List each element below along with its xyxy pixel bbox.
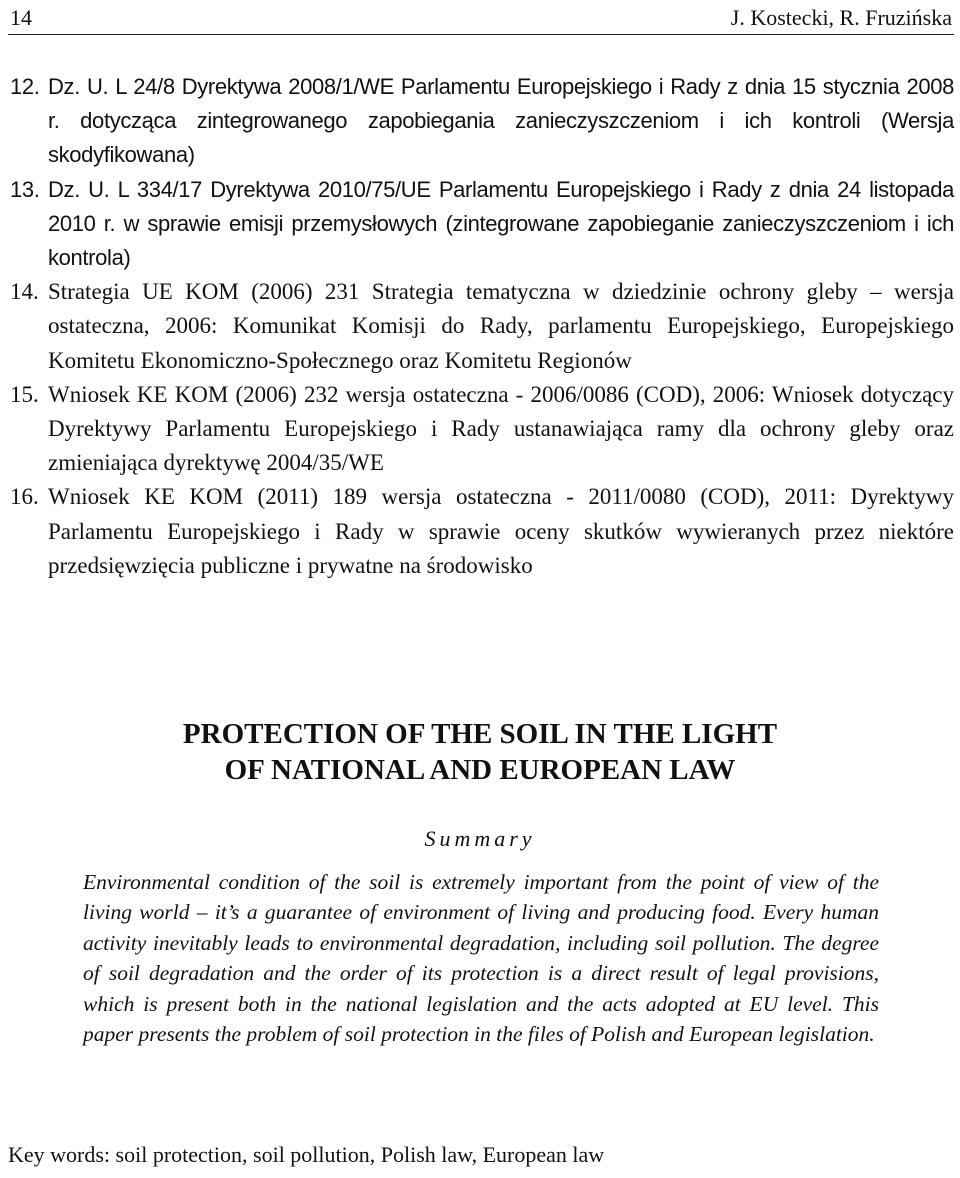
summary-title-line-1: PROTECTION OF THE SOIL IN THE LIGHT bbox=[182, 718, 778, 750]
reference-item bbox=[10, 275, 954, 378]
reference-item bbox=[10, 378, 954, 481]
reference-number: 13. bbox=[10, 176, 40, 202]
summary-heading: Summary bbox=[424, 826, 536, 851]
summary-title bbox=[0, 716, 960, 788]
reference-item bbox=[10, 70, 954, 173]
running-header-authors: J. Kostecki, R. Fruzińska bbox=[730, 5, 952, 30]
page-number: 14 bbox=[10, 5, 32, 30]
reference-item bbox=[10, 173, 954, 276]
reference-number: 14. bbox=[10, 279, 39, 305]
reference-text: Wniosek KE KOM (2011) 189 wersja ostateczna - 2011/0080 (COD), 2011: Dyrektywy Parlamentu Europejskiego i Rady w sprawie oceny skutków wywieranych przez niektóre przedsięwzięcia publiczne i prywatne na środowisko bbox=[48, 484, 954, 578]
reference-text: Strategia UE KOM (2006) 231 Strategia tematyczna w dziedzinie ochrony gleby – wersja ostateczna, 2006: Komunikat Komisji do Rady, parlamentu Europejskiego, Europejskiego Komitetu Ekonomiczno-Społecznego oraz Komitetu Regionów bbox=[48, 279, 954, 373]
running-header bbox=[8, 2, 954, 35]
keywords: Key words: soil protection, soil pollution, Polish law, European law bbox=[8, 1142, 605, 1167]
reference-number: 15. bbox=[10, 381, 39, 407]
reference-number: 16. bbox=[10, 484, 39, 510]
reference-list bbox=[10, 70, 954, 583]
reference-item bbox=[10, 480, 954, 583]
summary-title-line-2: OF NATIONAL AND EUROPEAN LAW bbox=[224, 754, 736, 786]
reference-text: Wniosek KE KOM (2006) 232 wersja ostateczna - 2006/0086 (COD), 2006: Wniosek dotyczący Dyrektywy Parlamentu Europejskiego i Rady ustanawiająca ramy dla ochrony gleby oraz zmieniająca dyrektywę 2004/35/WE bbox=[48, 381, 954, 476]
reference-text: Dz. U. L 334/17 Dyrektywa 2010/75/UE Parlamentu Europejskiego i Rady z dnia 24 listopada 2010 r. w sprawie emisji przemysłowych (zintegrowane zapobieganie zanieczyszczeniom i ich kontrola) bbox=[48, 176, 954, 271]
abstract-text: Environmental condition of the soil is extremely important from the point of view of the living world – it’s a guarantee of environment of living and producing food. Every human activity inevitably leads to environmental degradation, including soil pollution. The degree of soil degradation and the order of its protection is a direct result of legal provisions, which is present both in the national legislation and the acts adopted at EU level. This paper presents the problem of soil protection in the files of Polish and European legislation. bbox=[83, 870, 879, 1047]
reference-number: 12. bbox=[10, 74, 40, 99]
reference-text: Dz. U. L 24/8 Dyrektywa 2008/1/WE Parlamentu Europejskiego i Rady z dnia 15 stycznia 2008 r. dotycząca zintegrowanego zapobiegania zanieczyszczeniom i ich kontroli (Wersja skodyfikowana) bbox=[48, 74, 954, 168]
